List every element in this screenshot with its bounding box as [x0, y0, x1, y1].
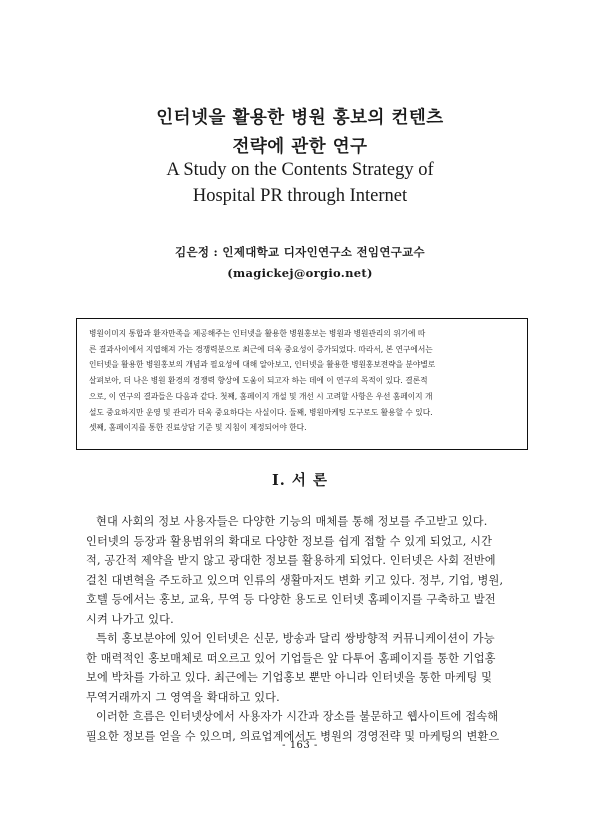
section-heading: I. 서 론 — [272, 472, 328, 489]
body-line: 걸친 대변혁을 주도하고 있으며 인류의 생활마저도 변화 키고 있다. 정부, 기업, 병원, — [86, 573, 504, 587]
body-line: 한 매력적인 홍보매체로 떠오르고 있어 기업들은 앞 다투어 홈페이지를 통한 기업홍 — [86, 651, 496, 665]
abstract-line: 살펴보아, 더 나은 병원 환경의 경쟁력 향상에 도움이 되고자 하는 데에 이 연구의 목적이 있다. 결론적 — [89, 376, 428, 386]
body-line: 보에 박차를 가하고 있다. 최근에는 기업홍보 뿐만 아니라 인터넷을 통한 마케팅 및 — [86, 671, 493, 684]
body-line: 필요한 정보를 얻을 수 있으며, 의료업계에서도 병원의 경영전략 및 마케팅의 변환으 — [86, 729, 500, 743]
body-text — [86, 512, 526, 746]
author-email: (magickej@orgio.net) — [227, 266, 373, 280]
title-english-line-1: A Study on the Contents Strategy of — [166, 160, 434, 180]
title-korean-line-2: 전략에 관한 연구 — [232, 137, 368, 157]
abstract-line: 으로, 이 연구의 결과들은 다음과 같다. 첫째, 홈페이지 개설 및 개선 시 고려할 사항은 우선 홈페이지 개 — [89, 391, 433, 401]
abstract-line: 른 결과사이에서 지엽해져 가는 경쟁력분으로 최근에 더욱 중요성이 증가되었다. 따라서, 본 연구에서는 — [89, 344, 433, 354]
abstract-line: 셋째, 홈페이지를 통한 진료상담 기준 및 지침이 제정되어야 한다. — [89, 423, 307, 433]
title-english-line-2: Hospital PR through Internet — [192, 186, 408, 206]
body-line: 현대 사회의 정보 사용자들은 다양한 기능의 매체를 통해 정보를 주고받고 있다. — [96, 515, 488, 528]
body-line: 적, 공간적 제약을 받지 않고 광대한 정보를 활용하게 되었다. 인터넷은 사회 전반에 — [86, 554, 496, 567]
abstract-line: 인터넷을 활용한 병원홍보의 개념과 필요성에 대해 알아보고, 인터넷을 활용한 병원홍보전략을 분야별로 — [89, 360, 436, 370]
body-line: 호텔 등에서는 홍보, 교육, 무역 등 다양한 용도로 인터넷 홈페이지를 구축하고 발전 — [86, 593, 496, 606]
abstract-box — [76, 318, 528, 450]
body-line: 특히 홍보분야에 있어 인터넷은 신문, 방송과 달리 쌍방향적 커뮤니케이션이 가능 — [96, 632, 495, 645]
body-line: 시켜 나가고 있다. — [86, 612, 174, 626]
body-line: 이러한 흐름은 인터넷상에서 사용자가 시간과 장소를 불문하고 웹사이트에 접속해 — [96, 710, 499, 723]
abstract-line: 병원이미지 통합과 환자만족을 제공해주는 인터넷을 활용한 병원홍보는 병원과 병원관리의 위기에 따 — [89, 329, 426, 338]
author-affiliation: 김은정 : 인제대학교 디자인연구소 전임연구교수 — [175, 245, 425, 259]
body-line: 무역거래까지 그 영역을 확대하고 있다. — [86, 690, 280, 704]
abstract-line: 설도 중요하지만 운영 및 관리가 더욱 중요하다는 사실이다. 둘째, 병원마케팅 도구로도 활용할 수 있다. — [89, 407, 433, 417]
body-line: 인터넷의 등장과 활용범위의 확대로 다양한 정보를 쉽게 접할 수 있게 되었고, 시간 — [86, 534, 493, 548]
title-korean-line-1: 인터넷을 활용한 병원 홍보의 컨텐츠 — [156, 108, 444, 128]
page-number: - 163 - — [282, 740, 318, 751]
